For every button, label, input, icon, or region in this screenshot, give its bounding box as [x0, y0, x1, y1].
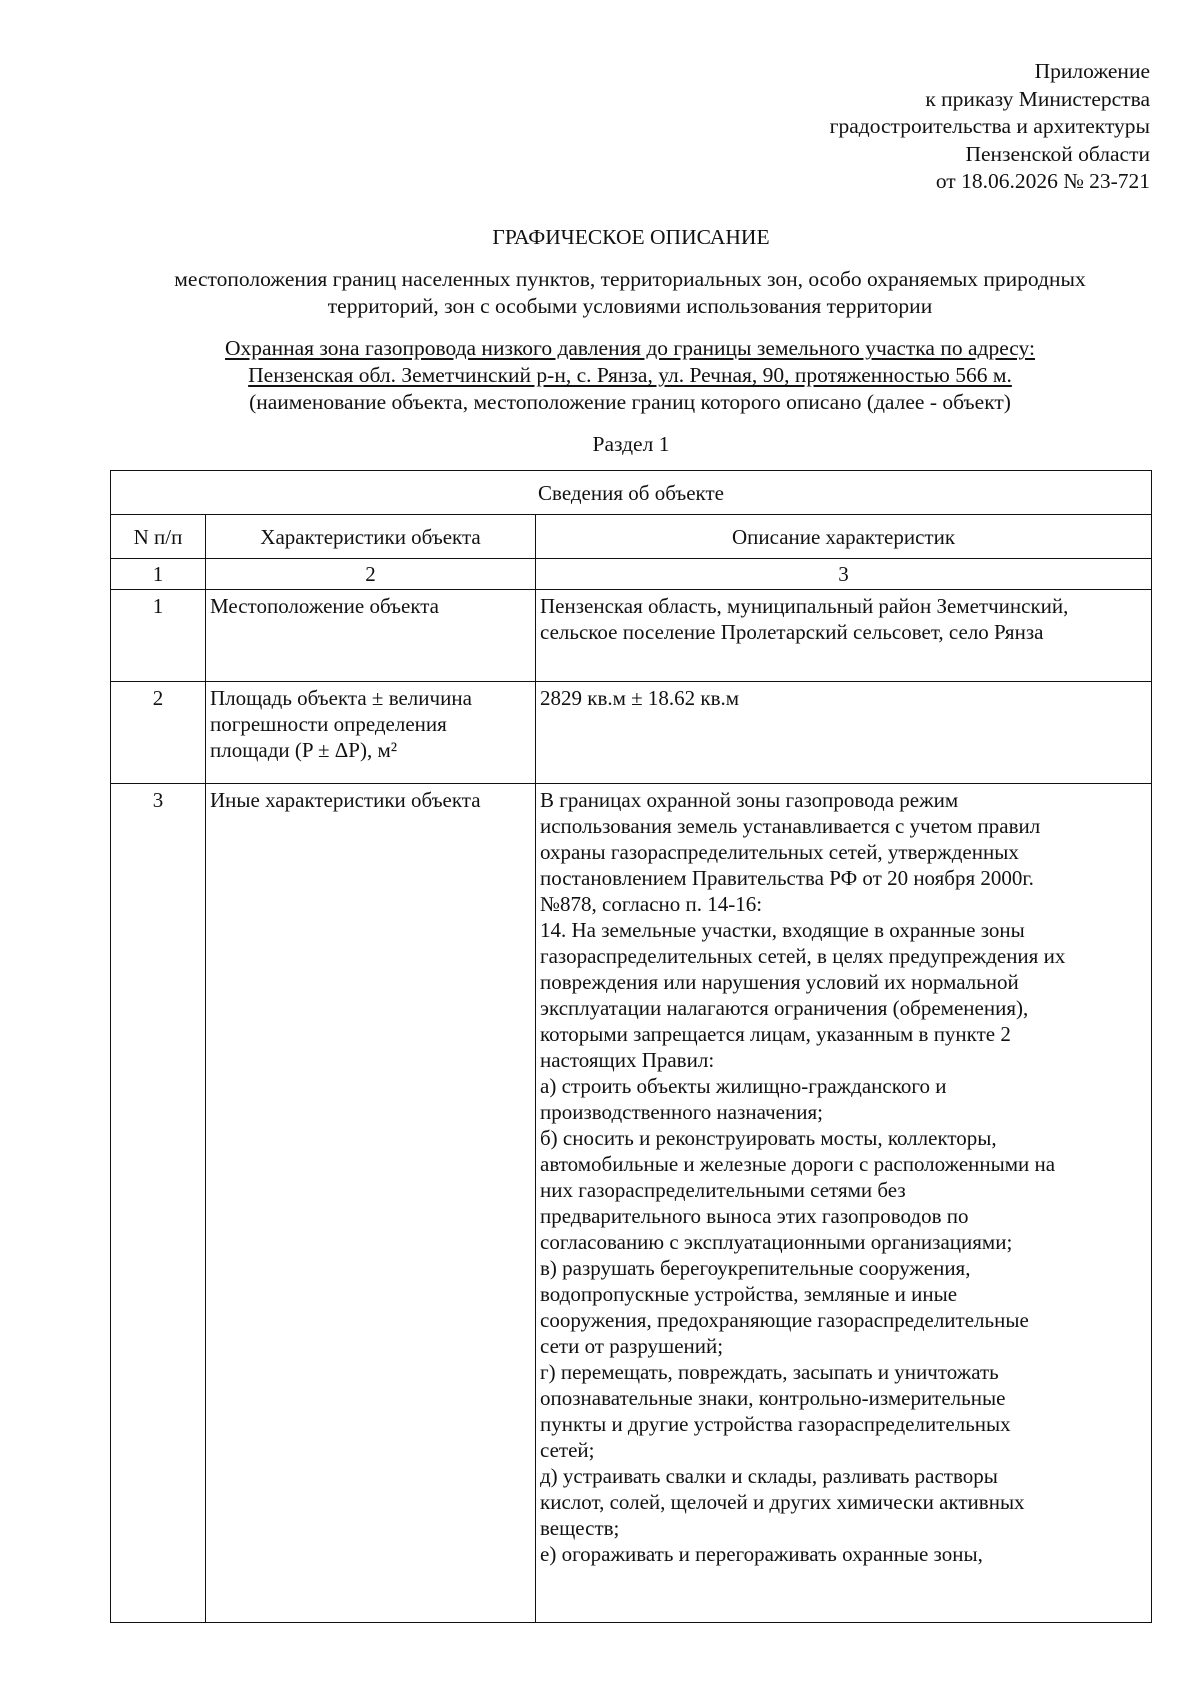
text-line: сетей; [540, 1438, 595, 1462]
row-characteristic [206, 784, 536, 1623]
text-line: а) строить объекты жилищно-гражданского и [540, 1074, 947, 1098]
subtitle-line: территорий, зон с особыми условиями использования территории [327, 294, 933, 318]
column-number: 3 [536, 559, 1152, 590]
table-row [111, 590, 1152, 682]
text-line: Иные характеристики объекта [210, 788, 481, 812]
text-line: 2829 кв.м ± 18.62 кв.м [540, 686, 740, 710]
table-row [111, 784, 1152, 1623]
section-title: Раздел 1 [592, 432, 670, 456]
text-line: сети от разрушений; [540, 1334, 724, 1358]
object-name-block [110, 335, 1150, 416]
text-line: г) перемещать, повреждать, засыпать и уничтожать [540, 1360, 999, 1384]
text-line: настоящих Правил: [540, 1048, 715, 1072]
text-line: сооружения, предохраняющие газораспределительные [540, 1308, 1029, 1332]
column-numbers-row [111, 559, 1152, 590]
text-line: газораспределительных сетей, в целях предупреждения их [540, 944, 1066, 968]
document-title: ГРАФИЧЕСКОЕ ОПИСАНИЕ [492, 225, 770, 249]
appendix-line: Пензенской области [965, 141, 1150, 166]
text-line: эксплуатации налагаются ограничения (обременения), [540, 996, 1029, 1020]
text-line: водопропускные устройства, земляные и иные [540, 1282, 958, 1306]
column-number: 2 [206, 559, 536, 590]
text-line: В границах охранной зоны газопровода режим [540, 788, 959, 812]
text-line: е) огораживать и перегораживать охранные зоны, [540, 1542, 983, 1566]
column-headers-row [111, 515, 1152, 559]
text-line: Площадь объекта ± величина [210, 686, 472, 710]
text-line: площади (P ± ΔP), м² [210, 738, 398, 762]
text-line: Пензенская область, муниципальный район Земетчинский, [540, 594, 1069, 618]
text-line: пункты и другие устройства газораспределительных [540, 1412, 1011, 1436]
text-line: согласованию с эксплуатационными организациями; [540, 1230, 1013, 1254]
column-header-num: N п/п [111, 515, 206, 559]
appendix-line: Приложение [1034, 59, 1150, 83]
text-line: них газораспределительными сетями без [540, 1178, 906, 1202]
row-description [536, 682, 1152, 784]
row-characteristic [206, 590, 536, 682]
object-info-table [110, 470, 1152, 1623]
object-name-caption: (наименование объекта, местоположение границ которого описано (далее - объект) [249, 390, 1011, 414]
appendix-block [830, 58, 1150, 196]
text-line: погрешности определения [210, 712, 447, 736]
text-line: постановлением Правительства РФ от 20 ноября 2000г. [540, 866, 1034, 890]
subtitle-line: местоположения границ населенных пунктов, территориальных зон, особо охраняемых природных [174, 267, 1086, 291]
appendix-line: градостроительства и архитектуры [829, 114, 1150, 138]
text-line: использования земель устанавливается с учетом правил [540, 814, 1041, 838]
object-name-line: Пензенская обл. Земетчинский р-н, с. Рянза, ул. Речная, 90, протяженностью 566 м. [248, 363, 1012, 387]
text-line: в) разрушать берегоукрепительные сооружения, [540, 1256, 971, 1280]
text-line: Местоположение объекта [210, 594, 440, 618]
row-description [536, 784, 1152, 1623]
text-line: кислот, солей, щелочей и других химически активных [540, 1490, 1025, 1514]
text-line: №878, согласно п. 14-16: [540, 892, 763, 916]
row-number: 3 [111, 784, 206, 1623]
column-number: 1 [111, 559, 206, 590]
table-header: Сведения об объекте [111, 471, 1152, 515]
text-line: производственного назначения; [540, 1100, 823, 1124]
text-line: 14. На земельные участки, входящие в охранные зоны [540, 918, 1025, 942]
text-line: автомобильные и железные дороги с расположенными на [540, 1152, 1056, 1176]
text-line: сельское поселение Пролетарский сельсовет, село Рянза [540, 620, 1044, 644]
text-line: охраны газораспределительных сетей, утвержденных [540, 840, 1019, 864]
text-line: д) устраивать свалки и склады, разливать растворы [540, 1464, 998, 1488]
column-header-characteristic: Характеристики объекта [206, 515, 536, 559]
appendix-line: к приказу Министерства [925, 86, 1150, 111]
text-line: б) сносить и реконструировать мосты, коллекторы, [540, 1126, 997, 1150]
table-row [111, 682, 1152, 784]
object-name-line: Охранная зона газопровода низкого давления до границы земельного участка по адресу: [225, 336, 1035, 360]
text-line: которыми запрещается лицам, указанным в пункте 2 [540, 1022, 1011, 1046]
column-header-description: Описание характеристик [536, 515, 1152, 559]
text-line: предварительного выноса этих газопроводов по [540, 1204, 969, 1228]
text-line: опознавательные знаки, контрольно-измерительные [540, 1386, 1006, 1410]
text-line: повреждения или нарушения условий их нормальной [540, 970, 1019, 994]
document-subtitle [110, 266, 1150, 320]
row-characteristic [206, 682, 536, 784]
row-description [536, 590, 1152, 682]
appendix-line: от 18.06.2026 № 23-721 [935, 169, 1150, 193]
row-number: 2 [111, 682, 206, 784]
text-line: веществ; [540, 1516, 620, 1540]
row-number: 1 [111, 590, 206, 682]
table-header-row [111, 471, 1152, 515]
